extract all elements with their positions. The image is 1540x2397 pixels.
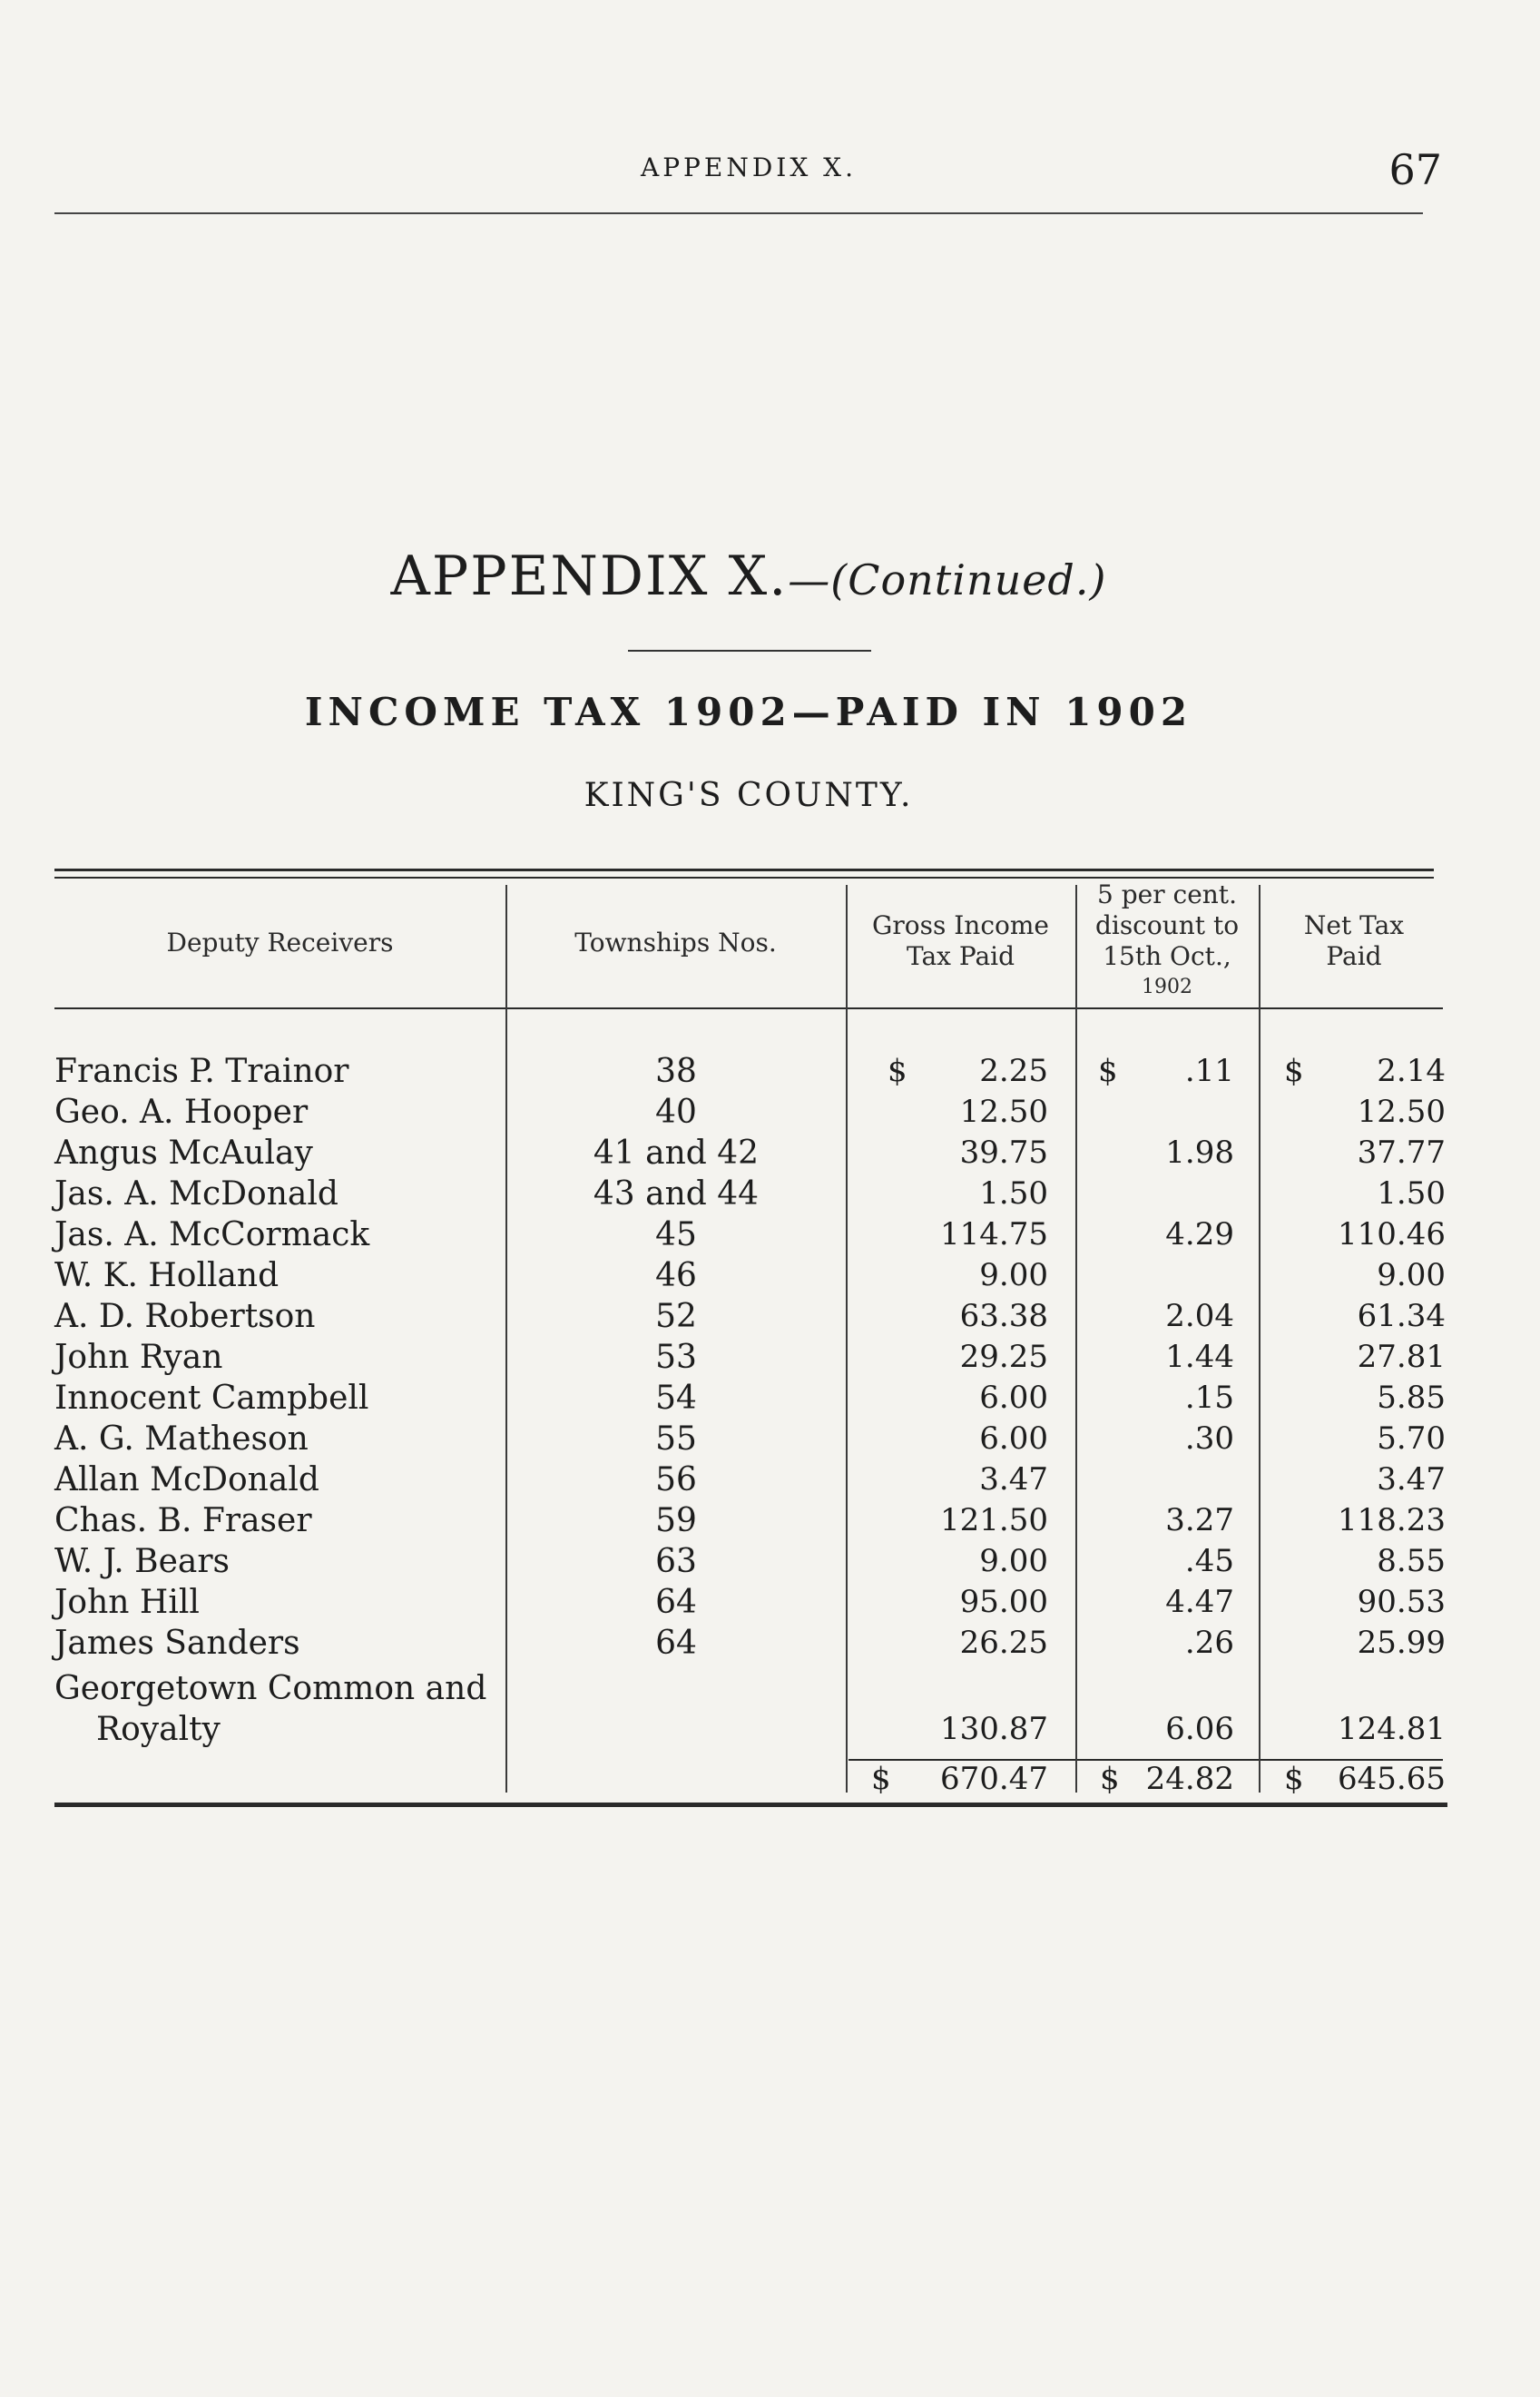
page-title: [0, 545, 1497, 608]
net-tax: 8.55: [1377, 1543, 1446, 1579]
table-row: [0, 1541, 1540, 1582]
gross-tax: 130.87: [940, 1711, 1048, 1747]
deputy-name: W. K. Holland: [54, 1257, 280, 1294]
deputy-name: James Sanders: [54, 1625, 300, 1662]
net-tax: 9.00: [1377, 1257, 1446, 1293]
net-tax: 2.14: [1377, 1053, 1446, 1089]
title-main: APPENDIX X.: [390, 545, 789, 608]
title-continued: —(Continued.): [788, 555, 1107, 604]
table-row: [0, 1582, 1540, 1623]
column-header-deputy: Deputy Receivers: [166, 928, 394, 958]
running-head: [0, 145, 1540, 194]
township-nos: 40: [655, 1094, 697, 1131]
township-nos: 45: [655, 1216, 697, 1253]
discount: .26: [1184, 1625, 1234, 1661]
net-tax: 12.50: [1357, 1094, 1446, 1130]
table-row: [0, 1296, 1540, 1337]
discount: 4.47: [1165, 1584, 1234, 1620]
net-tax: 1.50: [1377, 1175, 1446, 1212]
header-rule: [54, 212, 1423, 214]
table-row: [0, 1214, 1540, 1255]
township-nos: 41 and 42: [593, 1135, 760, 1172]
net-tax: 27.81: [1357, 1339, 1446, 1375]
net-tax: 61.34: [1357, 1298, 1446, 1334]
column-header-discount-line: 5 per cent.: [1097, 879, 1237, 909]
table-row: [0, 1709, 1540, 1750]
column-header-discount-line: discount to: [1094, 910, 1240, 940]
deputy-name: Chas. B. Fraser: [54, 1502, 312, 1539]
township-nos: 64: [655, 1584, 697, 1621]
gross-tax: 26.25: [959, 1625, 1048, 1661]
net-tax: 5.70: [1377, 1420, 1446, 1457]
currency-symbol: $: [888, 1053, 907, 1089]
total-net: 645.65: [1338, 1761, 1446, 1797]
discount: .30: [1184, 1420, 1234, 1457]
table-top-rule-2: [54, 877, 1434, 879]
table-row: [0, 1255, 1540, 1296]
table-row: [0, 1174, 1540, 1214]
table-row: [0, 1133, 1540, 1174]
gross-tax: 121.50: [940, 1502, 1048, 1538]
column-header-townships: Townships Nos.: [574, 928, 777, 958]
gross-tax: 6.00: [979, 1380, 1048, 1416]
township-nos: 46: [655, 1257, 697, 1294]
totals-row: [0, 1759, 1540, 1800]
running-head-title: APPENDIX X.: [640, 152, 858, 182]
township-nos: 52: [655, 1298, 697, 1335]
deputy-name: Georgetown Common and: [54, 1670, 487, 1707]
column-header-discount-line: 1902: [1142, 976, 1192, 998]
currency-symbol: $: [871, 1761, 891, 1797]
deputy-name: John Hill: [54, 1584, 200, 1621]
gross-tax: 63.38: [959, 1298, 1048, 1334]
net-tax: 124.81: [1338, 1711, 1446, 1747]
township-nos: 64: [655, 1625, 697, 1662]
table-row: [0, 1378, 1540, 1419]
column-header-gross: [846, 910, 1075, 972]
table-row: [0, 1051, 1540, 1092]
township-nos: 53: [655, 1339, 697, 1376]
net-tax: 110.46: [1338, 1216, 1446, 1253]
discount: 6.06: [1165, 1711, 1234, 1747]
header-bottom-rule: [54, 1007, 1443, 1009]
table-row: [0, 1668, 1540, 1709]
table-row: [0, 1337, 1540, 1378]
page-number: 67: [1388, 145, 1442, 194]
column-header-discount-line: 15th Oct.,: [1103, 941, 1231, 971]
table-row: [0, 1092, 1540, 1133]
county-subheading: KING'S COUNTY.: [584, 777, 914, 814]
discount: 2.04: [1165, 1298, 1234, 1334]
column-header-discount: [1075, 879, 1259, 1003]
column-header-net: [1259, 910, 1449, 972]
table-bottom-rule: [54, 1803, 1447, 1807]
deputy-name: A. D. Robertson: [54, 1298, 316, 1335]
discount: 1.44: [1165, 1339, 1234, 1375]
deputy-name: A. G. Matheson: [54, 1420, 309, 1458]
currency-symbol: $: [1098, 1053, 1118, 1089]
title-rule: [628, 650, 871, 652]
gross-tax: 1.50: [979, 1175, 1048, 1212]
discount: 4.29: [1165, 1216, 1234, 1253]
township-nos: 38: [655, 1053, 697, 1090]
column-header-net-line: Paid: [1326, 941, 1382, 971]
deputy-name: Allan McDonald: [54, 1461, 319, 1498]
deputy-name: John Ryan: [54, 1339, 223, 1376]
currency-symbol: $: [1284, 1053, 1304, 1089]
gross-tax: 3.47: [979, 1461, 1048, 1498]
deputy-name: Angus McAulay: [54, 1135, 313, 1172]
township-nos: 63: [655, 1543, 697, 1580]
net-tax: 118.23: [1338, 1502, 1446, 1538]
table-row: [0, 1500, 1540, 1541]
column-header-gross-line: Gross Income: [871, 910, 1049, 940]
discount: .15: [1184, 1380, 1234, 1416]
township-nos: 43 and 44: [593, 1175, 760, 1213]
net-tax: 5.85: [1377, 1380, 1446, 1416]
currency-symbol: $: [1100, 1761, 1120, 1797]
deputy-name-continued: Royalty: [96, 1711, 221, 1748]
gross-tax: 9.00: [979, 1543, 1048, 1579]
table-row: [0, 1623, 1540, 1664]
gross-tax: 2.25: [979, 1053, 1048, 1089]
column-header-gross-line: Tax Paid: [906, 941, 1015, 971]
currency-symbol: $: [1284, 1761, 1304, 1797]
deputy-name: Jas. A. McDonald: [54, 1175, 338, 1213]
discount: 3.27: [1165, 1502, 1234, 1538]
deputy-name: W. J. Bears: [54, 1543, 231, 1580]
township-nos: 56: [655, 1461, 697, 1498]
deputy-name: Jas. A. McCormack: [54, 1216, 370, 1253]
gross-tax: 114.75: [940, 1216, 1048, 1253]
gross-tax: 39.75: [959, 1135, 1048, 1171]
table-row: [0, 1419, 1540, 1459]
table-row: [0, 1459, 1540, 1500]
township-nos: 59: [655, 1502, 697, 1539]
township-nos: 55: [655, 1420, 697, 1458]
column-header-net-line: Net Tax: [1303, 910, 1405, 940]
section-heading: INCOME TAX 1902—PAID IN 1902: [304, 690, 1193, 734]
total-gross: 670.47: [940, 1761, 1048, 1797]
discount: 1.98: [1165, 1135, 1234, 1171]
net-tax: 37.77: [1357, 1135, 1446, 1171]
discount: .45: [1184, 1543, 1234, 1579]
total-discount: 24.82: [1145, 1761, 1234, 1797]
gross-tax: 12.50: [959, 1094, 1048, 1130]
deputy-name: Geo. A. Hooper: [54, 1094, 309, 1131]
table-top-rule: [54, 869, 1434, 871]
gross-tax: 29.25: [959, 1339, 1048, 1375]
net-tax: 25.99: [1357, 1625, 1446, 1661]
deputy-name: Francis P. Trainor: [54, 1053, 349, 1090]
gross-tax: 9.00: [979, 1257, 1048, 1293]
deputy-name: Innocent Campbell: [54, 1380, 369, 1417]
net-tax: 3.47: [1377, 1461, 1446, 1498]
net-tax: 90.53: [1357, 1584, 1446, 1620]
discount: .11: [1184, 1053, 1234, 1089]
gross-tax: 6.00: [979, 1420, 1048, 1457]
township-nos: 54: [655, 1380, 697, 1417]
gross-tax: 95.00: [959, 1584, 1048, 1620]
